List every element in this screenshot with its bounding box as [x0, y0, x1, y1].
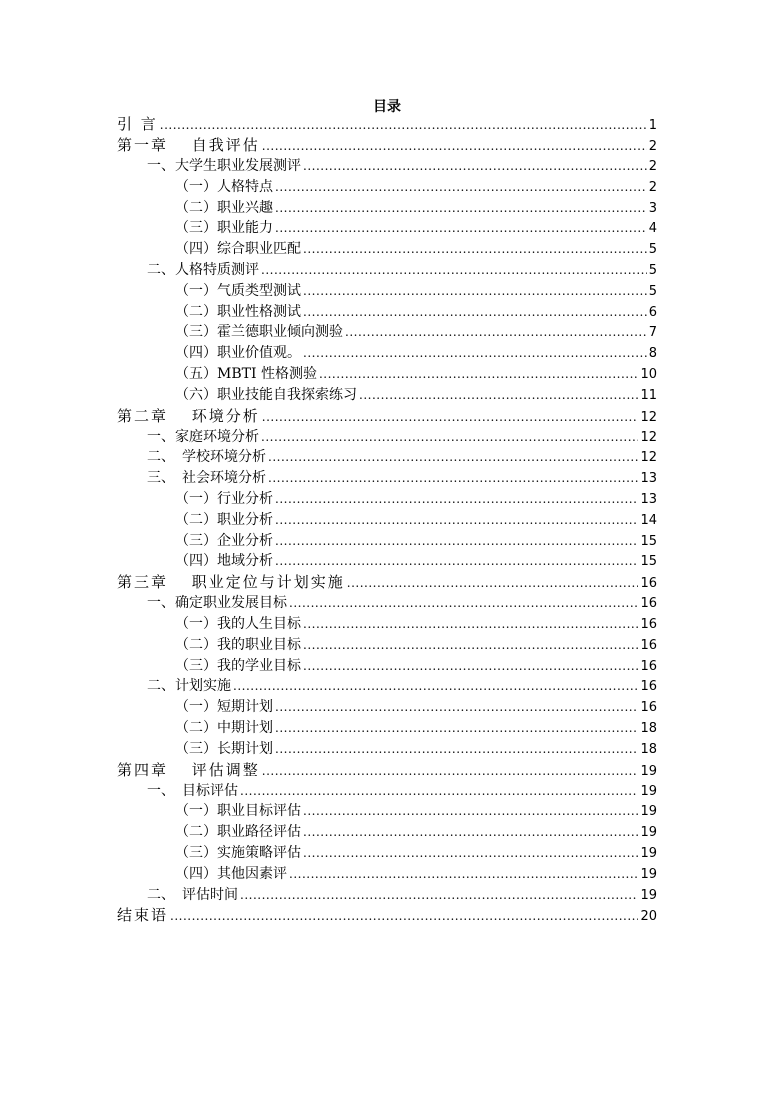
dot-leader — [261, 262, 647, 278]
toc-entry[interactable] — [117, 550, 657, 571]
toc-entry[interactable] — [117, 342, 657, 363]
toc-entry[interactable] — [117, 530, 657, 551]
toc-entry[interactable] — [117, 571, 657, 592]
toc-entry-label: （三）实施策略评估 — [175, 844, 301, 861]
toc-entry-page-number: 16 — [640, 700, 657, 716]
toc-entry-page-number: 16 — [640, 679, 657, 695]
toc-entry[interactable] — [117, 655, 657, 676]
toc-entry-label: 一、 目标评估 — [147, 782, 238, 799]
dot-leader — [160, 115, 647, 133]
dot-leader — [240, 887, 638, 903]
toc-entry-label: （四）地域分析 — [175, 553, 273, 570]
toc-entry[interactable] — [117, 238, 657, 259]
toc-entry[interactable] — [117, 675, 657, 696]
toc-entry-page-number: 19 — [640, 804, 657, 820]
dot-leader — [240, 783, 638, 799]
toc-entry-label: （三）职业能力 — [175, 220, 273, 237]
toc-entry-label: （二）职业路径评估 — [175, 824, 301, 841]
toc-entry[interactable] — [117, 155, 657, 176]
toc-entry[interactable] — [117, 759, 657, 780]
dot-leader — [347, 573, 639, 591]
toc-entry-label: （一）人格特点 — [175, 178, 273, 195]
dot-leader — [275, 720, 638, 736]
toc-entry-page-number: 15 — [640, 554, 657, 570]
toc-entry-label: 一、家庭环境分析 — [147, 428, 259, 445]
toc-entry-page-number: 3 — [648, 200, 657, 216]
toc-entry-page-number: 2 — [648, 159, 657, 174]
toc-entry-page-number: 16 — [640, 616, 657, 632]
toc-entry[interactable] — [117, 446, 657, 467]
toc-entry-label: （一）我的人生目标 — [175, 615, 301, 632]
toc-entry[interactable] — [117, 884, 657, 905]
dot-leader — [303, 803, 638, 819]
toc-entry-label: 二、计划实施 — [147, 678, 231, 695]
toc-entry[interactable] — [117, 780, 657, 801]
toc-entry-label: 第三章 职业定位与计划实施 — [117, 573, 345, 592]
dot-leader — [303, 824, 638, 840]
toc-entry-label: 引 言 — [117, 115, 158, 133]
toc-entry-page-number: 19 — [640, 845, 657, 861]
toc-entry-page-number: 16 — [640, 658, 657, 674]
dot-leader — [268, 449, 638, 465]
toc-entry[interactable] — [117, 488, 657, 509]
toc-entry-label: （二）职业兴趣 — [175, 199, 273, 216]
toc-entry[interactable] — [117, 634, 657, 655]
dot-leader — [359, 387, 638, 403]
toc-entry-page-number: 20 — [640, 909, 657, 925]
dot-leader — [303, 637, 638, 653]
dot-leader — [275, 179, 647, 195]
toc-entry-page-number: 4 — [648, 221, 657, 237]
dot-leader — [261, 429, 638, 445]
dot-leader — [303, 658, 638, 674]
toc-entry-label: 第一章 自我评估 — [117, 136, 260, 154]
toc-entry[interactable] — [117, 176, 657, 197]
toc-entry[interactable] — [117, 384, 657, 405]
toc-entry-page-number: 5 — [648, 283, 657, 299]
toc-entry[interactable] — [117, 259, 657, 280]
toc-entry-label: （四）其他因素评 — [175, 865, 287, 882]
table-of-contents — [117, 113, 657, 925]
dot-leader — [275, 741, 638, 757]
dot-leader — [275, 512, 638, 528]
toc-entry-page-number: 16 — [640, 596, 657, 612]
toc-entry-page-number: 19 — [640, 887, 657, 903]
toc-entry-page-number: 6 — [648, 304, 657, 320]
toc-entry-page-number: 7 — [648, 325, 657, 341]
dot-leader — [303, 283, 647, 299]
toc-entry[interactable] — [117, 217, 657, 238]
dot-leader — [303, 304, 647, 320]
toc-entry[interactable] — [117, 613, 657, 634]
toc-entry-page-number: 16 — [640, 576, 657, 592]
dot-leader — [275, 220, 647, 236]
dot-leader — [289, 595, 638, 611]
dot-leader — [275, 491, 638, 507]
toc-entry-label: （一）气质类型测试 — [175, 282, 301, 299]
toc-entry-label: （一）职业目标评估 — [175, 803, 301, 820]
dot-leader — [233, 678, 638, 694]
dot-leader — [275, 533, 638, 549]
dot-leader — [262, 407, 639, 425]
toc-entry-label: 二、 学校环境分析 — [147, 449, 266, 466]
toc-entry-label: 第四章 评估调整 — [117, 760, 260, 779]
toc-entry-page-number: 16 — [640, 637, 657, 653]
toc-entry-page-number: 1 — [648, 118, 657, 133]
toc-entry[interactable] — [117, 821, 657, 842]
toc-entry[interactable] — [117, 904, 657, 925]
toc-entry[interactable] — [117, 717, 657, 738]
toc-entry-label: 一、确定职业发展目标 — [147, 595, 287, 612]
toc-entry-page-number: 2 — [648, 179, 657, 195]
toc-entry-page-number: 12 — [640, 409, 657, 425]
toc-title: 目录 — [373, 99, 401, 115]
toc-entry-label: （二）中期计划 — [175, 719, 273, 736]
toc-entry-page-number: 11 — [640, 387, 657, 403]
toc-entry[interactable] — [117, 134, 657, 155]
dot-leader — [275, 699, 638, 715]
toc-entry-page-number: 8 — [648, 346, 657, 362]
toc-entry-label: （四）职业价值观。 — [175, 345, 301, 362]
dot-leader — [303, 616, 638, 632]
toc-entry-label: （一）行业分析 — [175, 490, 273, 507]
toc-entry[interactable] — [117, 738, 657, 759]
toc-entry-label: （四）综合职业匹配 — [175, 241, 301, 258]
dot-leader — [262, 761, 639, 779]
dot-leader — [289, 866, 638, 882]
toc-entry[interactable] — [117, 696, 657, 717]
toc-entry-label: 结束语 — [117, 906, 169, 925]
toc-entry-page-number: 14 — [640, 512, 657, 528]
toc-entry-label: （一）短期计划 — [175, 699, 273, 716]
toc-entry-label: 二、 评估时间 — [147, 886, 238, 903]
toc-entry-page-number: 19 — [640, 783, 657, 799]
toc-entry-page-number: 5 — [648, 242, 657, 258]
dot-leader — [262, 136, 647, 154]
toc-entry-page-number: 2 — [648, 139, 657, 154]
toc-entry-label: 第二章 环境分析 — [117, 406, 260, 425]
toc-entry-page-number: 18 — [640, 741, 657, 757]
toc-entry[interactable] — [117, 863, 657, 884]
dot-leader — [303, 241, 647, 257]
dot-leader — [275, 200, 647, 216]
toc-entry[interactable] — [117, 363, 657, 384]
toc-entry-label: （二）我的职业目标 — [175, 636, 301, 653]
toc-entry-label: （五）MBTI 性格测验 — [175, 365, 317, 382]
toc-entry-label: （三）我的学业目标 — [175, 657, 301, 674]
toc-entry[interactable] — [117, 280, 657, 301]
toc-entry[interactable] — [117, 592, 657, 613]
toc-entry-page-number: 19 — [640, 866, 657, 882]
toc-entry-page-number: 5 — [648, 262, 657, 278]
toc-entry[interactable] — [117, 321, 657, 342]
toc-entry[interactable] — [117, 842, 657, 863]
toc-entry[interactable] — [117, 301, 657, 322]
toc-entry-label: 一、大学生职业发展测评 — [147, 158, 301, 174]
toc-entry[interactable] — [117, 800, 657, 821]
toc-entry-label: （三）长期计划 — [175, 740, 273, 757]
toc-entry-page-number: 15 — [640, 533, 657, 549]
dot-leader — [268, 470, 638, 486]
toc-entry-page-number: 12 — [640, 429, 657, 445]
dot-leader — [345, 324, 647, 340]
toc-entry[interactable] — [117, 426, 657, 447]
toc-entry[interactable] — [117, 197, 657, 218]
toc-entry-page-number: 10 — [640, 366, 657, 382]
toc-entry[interactable] — [117, 113, 657, 134]
toc-entry-page-number: 13 — [640, 471, 657, 487]
toc-entry-label: （三）霍兰德职业倾向测验 — [175, 324, 343, 341]
dot-leader — [303, 845, 638, 861]
toc-entry-label: （三）企业分析 — [175, 532, 273, 549]
dot-leader — [319, 366, 639, 382]
toc-entry-page-number: 18 — [640, 720, 657, 736]
dot-leader — [275, 553, 638, 569]
toc-entry-label: （二）职业分析 — [175, 511, 273, 528]
toc-entry-label: （六）职业技能自我探索练习 — [175, 386, 357, 403]
toc-entry-page-number: 12 — [640, 450, 657, 466]
toc-entry-page-number: 19 — [640, 825, 657, 841]
toc-entry-page-number: 13 — [640, 491, 657, 507]
toc-entry-page-number: 19 — [640, 763, 657, 779]
toc-entry-label: 二、人格特质测评 — [147, 261, 259, 278]
dot-leader — [303, 345, 647, 361]
toc-entry-label: 三、 社会环境分析 — [147, 470, 266, 487]
toc-entry[interactable] — [117, 509, 657, 530]
dot-leader — [170, 906, 638, 924]
toc-entry[interactable] — [117, 405, 657, 426]
toc-entry-label: （二）职业性格测试 — [175, 303, 301, 320]
toc-entry[interactable] — [117, 467, 657, 488]
dot-leader — [303, 158, 647, 174]
